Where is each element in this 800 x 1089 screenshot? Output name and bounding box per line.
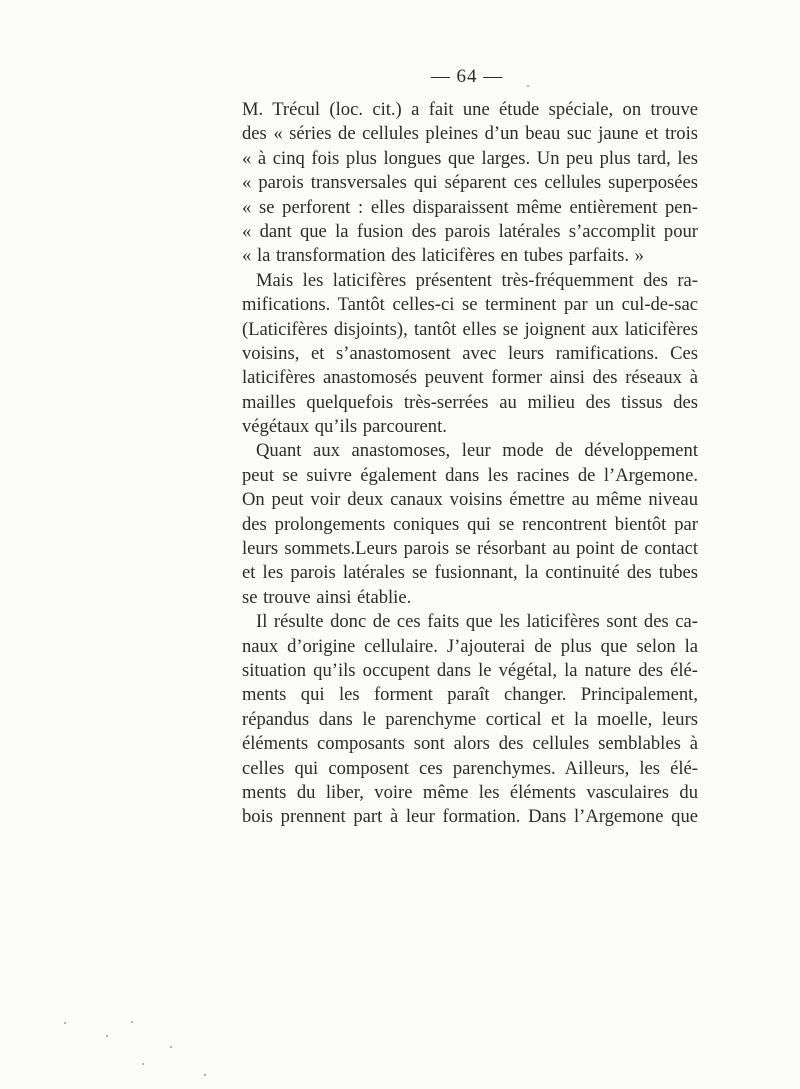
text-line: éléments composants sont alors des cellules semblables à bbox=[242, 733, 698, 755]
paper-speck bbox=[131, 1021, 133, 1023]
page-number: — 64 — bbox=[430, 66, 504, 87]
text-line: (Laticifères disjoints), tantôt elles se joignent aux laticifères bbox=[242, 318, 698, 340]
text-line: Quant aux anastomoses, leur mode de développement bbox=[256, 440, 698, 462]
text-line: voisins, et s’anastomosent avec leurs ramifications. Ces bbox=[242, 342, 698, 364]
text-line: « la transformation des laticifères en tubes parfaits. » bbox=[242, 245, 644, 267]
paper-speck bbox=[142, 1063, 144, 1065]
text-line: des prolongements coniques qui se rencontrent bientôt par bbox=[242, 513, 698, 535]
text-line: et les parois latérales se fusionnant, la continuité des tubes bbox=[242, 562, 698, 584]
paper-speck bbox=[64, 1022, 66, 1024]
text-line: Mais les laticifères présentent très-fréquemment des ra- bbox=[256, 269, 698, 291]
text-line: « parois transversales qui séparent ces cellules superposées bbox=[242, 172, 698, 194]
text-line: bois prennent part à leur formation. Dans l’Argemone que bbox=[242, 806, 698, 828]
text-line: situation qu’ils occupent dans le végétal, la nature des élé- bbox=[242, 659, 698, 681]
text-line: des « séries de cellules pleines d’un beau suc jaune et trois bbox=[242, 123, 698, 145]
paper-speck bbox=[527, 85, 529, 87]
text-line: peut se suivre également dans les racines de l’Argemone. bbox=[242, 464, 698, 486]
text-line: « à cinq fois plus longues que larges. Un peu plus tard, les bbox=[242, 147, 698, 169]
text-line: celles qui composent ces parenchymes. Ailleurs, les élé- bbox=[242, 757, 698, 779]
text-line: Il résulte donc de ces faits que les laticifères sont des ca- bbox=[256, 611, 698, 633]
text-line: ments du liber, voire même les éléments vasculaires du bbox=[242, 781, 698, 803]
text-line: mifications. Tantôt celles-ci se terminent par un cul-de-sac bbox=[242, 294, 698, 316]
text-line: laticifères anastomosés peuvent former ainsi des réseaux à bbox=[242, 367, 698, 389]
text-line: M. Trécul (loc. cit.) a fait une étude spéciale, on trouve bbox=[242, 99, 698, 120]
body-text bbox=[242, 98, 698, 830]
paper-speck bbox=[170, 1046, 172, 1048]
text-line: ments qui les forment paraît changer. Principalement, bbox=[242, 684, 698, 706]
paper-speck bbox=[106, 1035, 108, 1037]
paper-speck bbox=[204, 1074, 206, 1076]
text-line: naux d’origine cellulaire. J’ajouterai de plus que selon la bbox=[242, 635, 698, 657]
text-line: « se perforent : elles disparaissent même entièrement pen- bbox=[242, 196, 698, 218]
text-line: On peut voir deux canaux voisins émettre au même niveau bbox=[242, 489, 698, 511]
text-line: répandus dans le parenchyme cortical et la moelle, leurs bbox=[242, 708, 698, 730]
text-line: mailles quelquefois très-serrées au milieu des tissus des bbox=[242, 391, 698, 413]
text-line: « dant que la fusion des parois latérales s’accomplit pour bbox=[242, 220, 698, 242]
text-line: leurs sommets.Leurs parois se résorbant au point de contact bbox=[242, 538, 698, 560]
text-line: végétaux qu’ils parcourent. bbox=[242, 416, 447, 438]
text-line: se trouve ainsi établie. bbox=[242, 586, 412, 608]
